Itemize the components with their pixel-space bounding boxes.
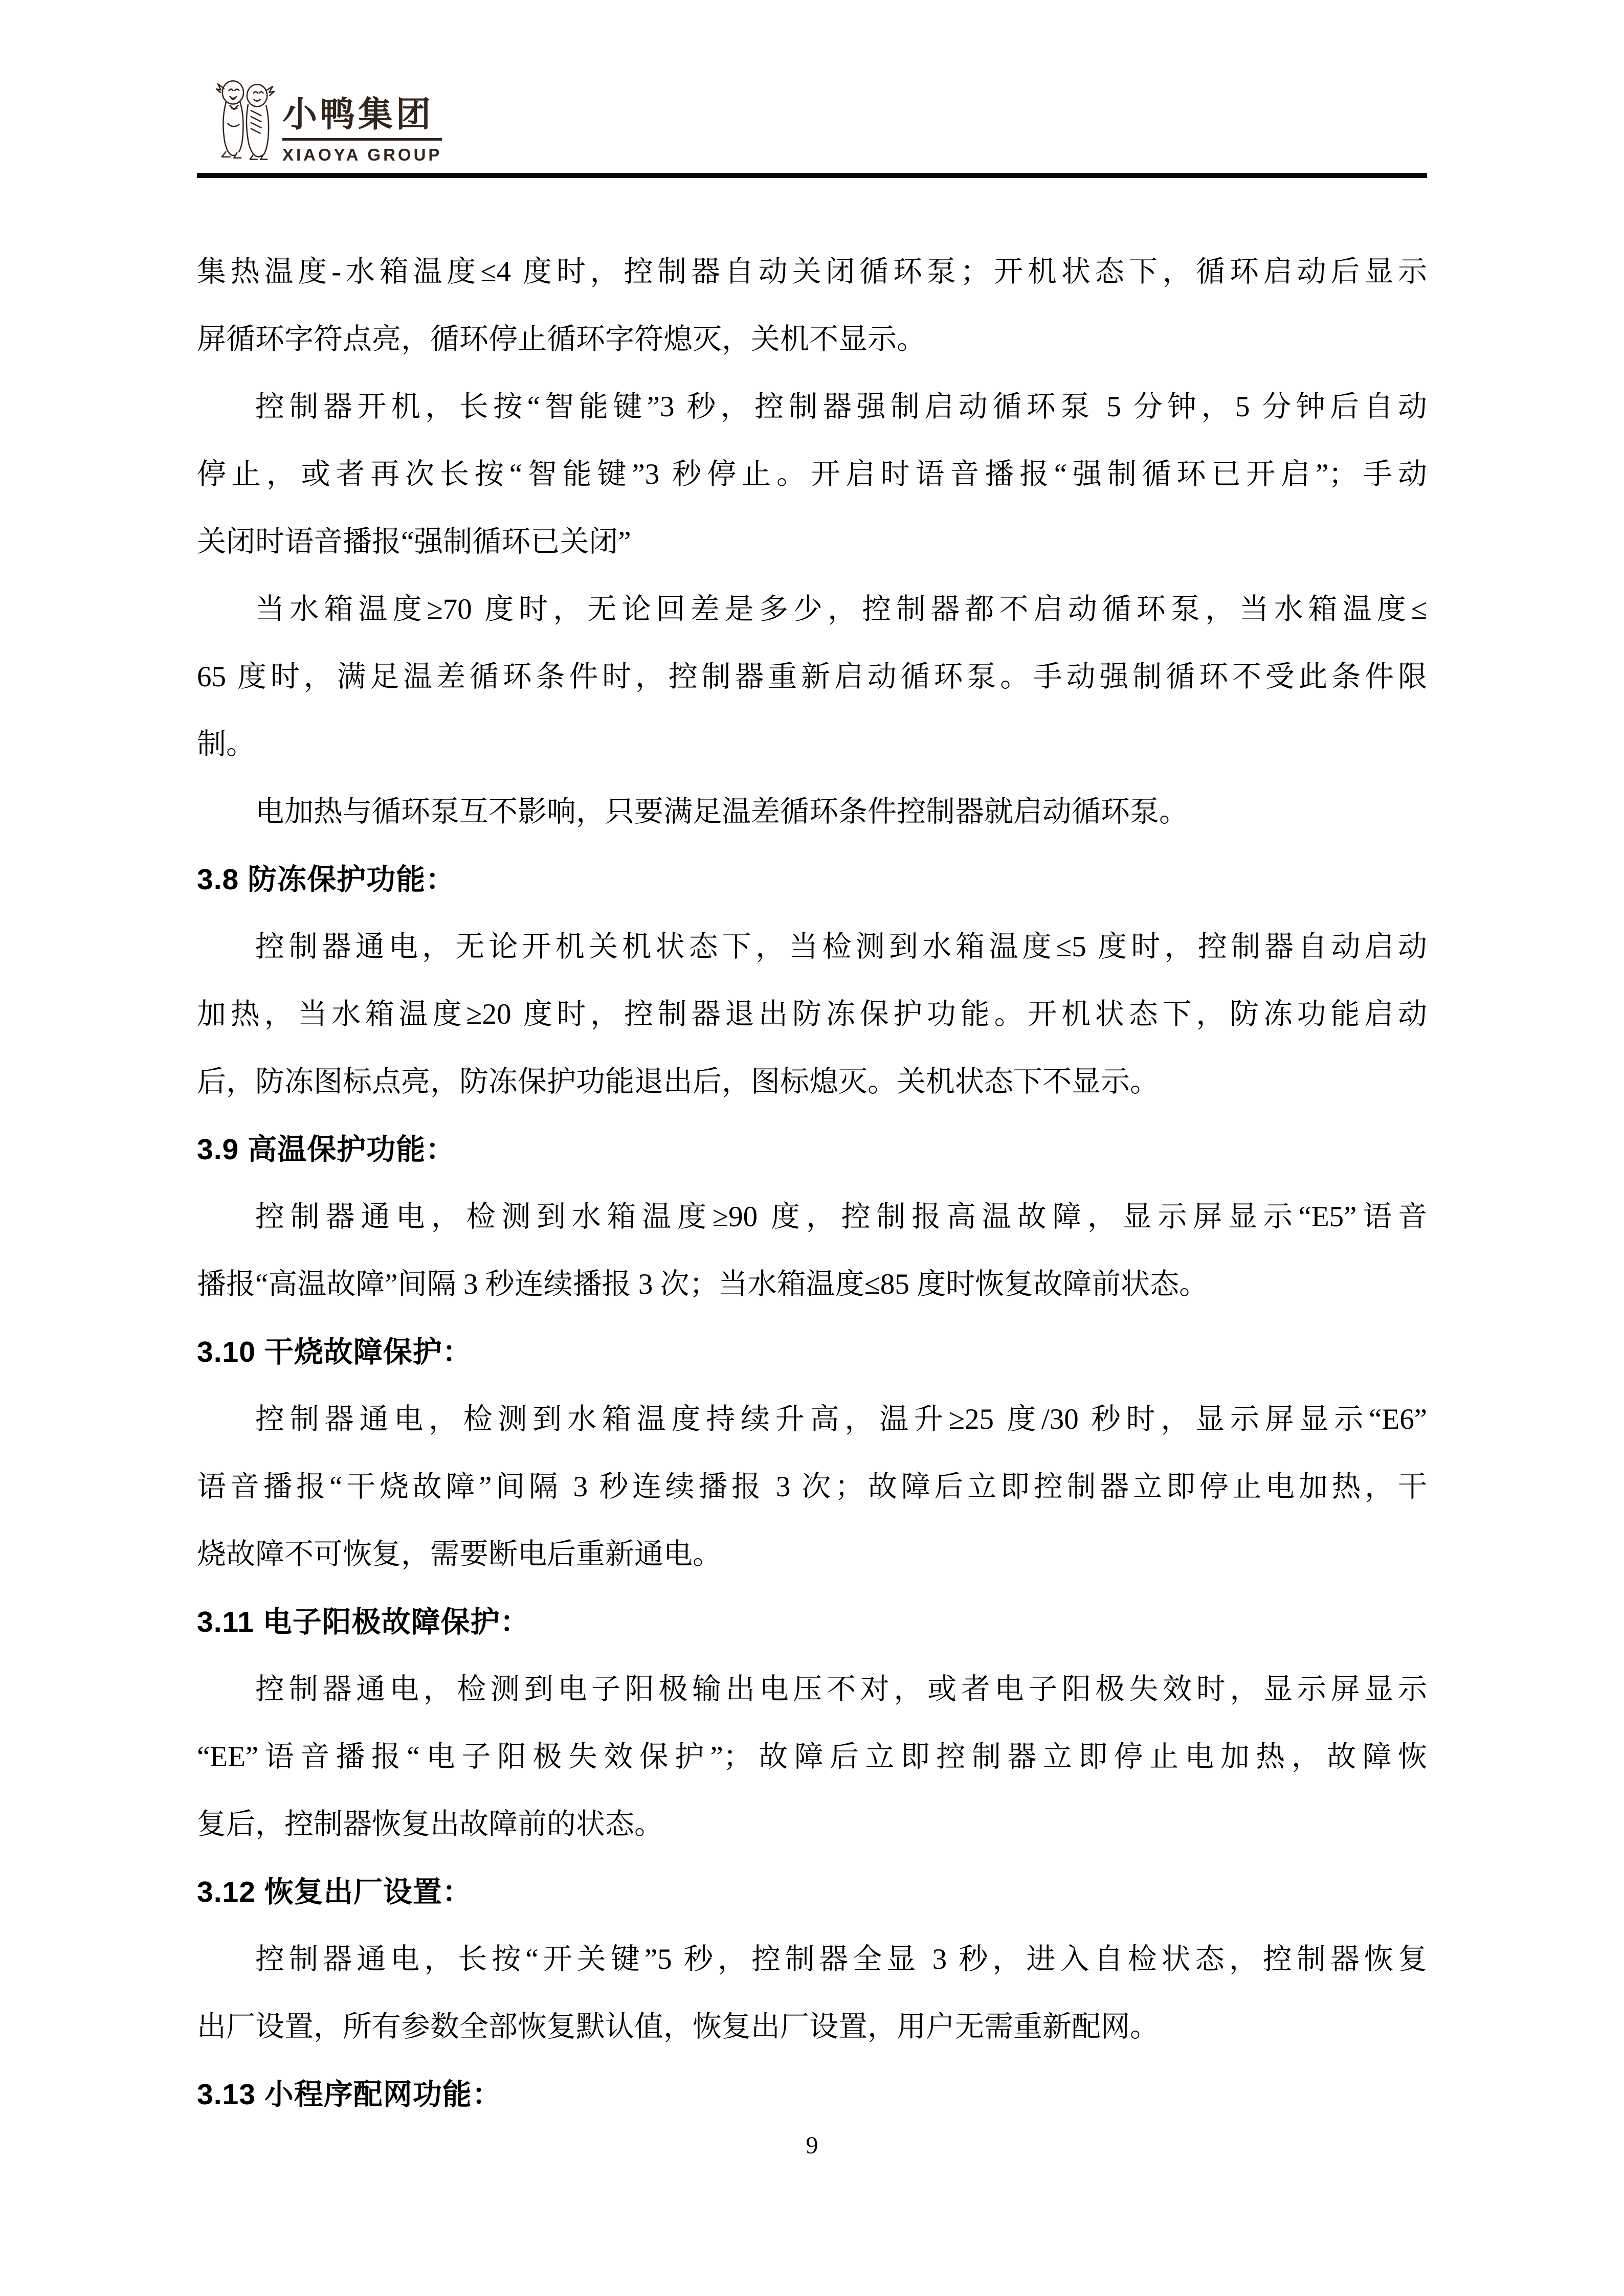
text-line: 烧故障不可恢复，需要断电后重新通电。 bbox=[197, 1538, 722, 1570]
xiaoya-logo bbox=[215, 74, 442, 165]
section-heading: 3.13 小程序配网功能： bbox=[197, 2078, 502, 2111]
text-line: 当水箱温度≥70 度时，无论回差是多少，控制器都不启动循环泵，当水箱温度≤ bbox=[255, 593, 1427, 625]
paragraph bbox=[197, 1183, 1427, 1318]
section-heading: 3.9 高温保护功能： bbox=[197, 1133, 456, 1166]
section-heading: 3.12 恢复出厂设置： bbox=[197, 1876, 472, 1908]
paragraph bbox=[197, 576, 1427, 778]
text-line: 控制器通电，无论开机关机状态下，当检测到水箱温度≤5 度时，控制器自动启动 bbox=[255, 931, 1427, 963]
paragraph bbox=[197, 913, 1427, 1116]
ducks-mascot-icon bbox=[215, 74, 275, 162]
logo-cn-name: 小鸭集团 bbox=[282, 95, 434, 134]
text-line: 后，防冻图标点亮，防冻保护功能退出后，图标熄灭。关机状态下不显示。 bbox=[197, 1066, 1159, 1098]
text-line: 停止，或者再次长按“智能键”3 秒停止。开启时语音播报“强制循环已开启”；手动 bbox=[197, 458, 1427, 490]
text-line: 控制器通电，长按“开关键”5 秒，控制器全显 3 秒，进入自检状态，控制器恢复 bbox=[255, 1943, 1427, 1975]
text-line: 语音播报“干烧故障”间隔 3 秒连续播报 3 次；故障后立即控制器立即停止电加热，干 bbox=[197, 1471, 1427, 1503]
paragraph bbox=[197, 778, 1427, 846]
text-line: 复后，控制器恢复出故障前的状态。 bbox=[197, 1808, 663, 1840]
section-heading: 3.8 防冻保护功能： bbox=[197, 863, 456, 896]
logo-text bbox=[282, 97, 442, 165]
page-number: 9 bbox=[806, 2132, 818, 2159]
text-line: “EE”语音播报“电子阳极失效保护”；故障后立即控制器立即停止电加热，故障恢 bbox=[197, 1741, 1427, 1773]
text-line: 控制器开机，长按“智能键”3 秒，控制器强制启动循环泵 5 分钟，5 分钟后自动 bbox=[255, 391, 1427, 423]
text-line: 电加热与循环泵互不影响，只要满足温差循环条件控制器就启动循环泵。 bbox=[255, 796, 1188, 828]
text-line: 65 度时，满足温差循环条件时，控制器重新启动循环泵。手动强制循环不受此条件限 bbox=[197, 661, 1427, 693]
text-line: 集热温度-水箱温度≤4 度时，控制器自动关闭循环泵；开机状态下，循环启动后显示 bbox=[197, 256, 1427, 288]
paragraph bbox=[197, 238, 1427, 373]
paragraph bbox=[197, 1656, 1427, 1858]
text-line: 关闭时语音播报“强制循环已关闭” bbox=[197, 526, 631, 558]
text-line: 出厂设置，所有参数全部恢复默认值，恢复出厂设置，用户无需重新配网。 bbox=[197, 2011, 1159, 2043]
text-line: 加热，当水箱温度≥20 度时，控制器退出防冻保护功能。开机状态下，防冻功能启动 bbox=[197, 998, 1427, 1030]
logo-en-name: XIAOYA GROUP bbox=[282, 145, 442, 165]
paragraph bbox=[197, 1386, 1427, 1588]
paragraph bbox=[197, 373, 1427, 576]
section-heading: 3.11 电子阳极故障保护： bbox=[197, 1606, 530, 1638]
text-line: 控制器通电，检测到水箱温度持续升高，温升≥25 度/30 秒时，显示屏显示“E6” bbox=[255, 1403, 1427, 1435]
section-heading: 3.10 干烧故障保护： bbox=[197, 1336, 472, 1368]
text-line: 制。 bbox=[197, 728, 255, 760]
paragraph bbox=[197, 1926, 1427, 2061]
document-body bbox=[197, 238, 1427, 2128]
logo-underline bbox=[282, 138, 442, 141]
header-divider-rule bbox=[197, 173, 1427, 178]
text-line: 控制器通电，检测到电子阳极输出电压不对，或者电子阳极失效时，显示屏显示 bbox=[255, 1673, 1427, 1705]
text-line: 播报“高温故障”间隔 3 秒连续播报 3 次；当水箱温度≤85 度时恢复故障前状态。 bbox=[197, 1268, 1209, 1300]
text-line: 控制器通电，检测到水箱温度≥90 度，控制报高温故障，显示屏显示“E5”语音 bbox=[255, 1201, 1427, 1233]
text-line: 屏循环字符点亮，循环停止循环字符熄灭，关机不显示。 bbox=[197, 323, 926, 355]
